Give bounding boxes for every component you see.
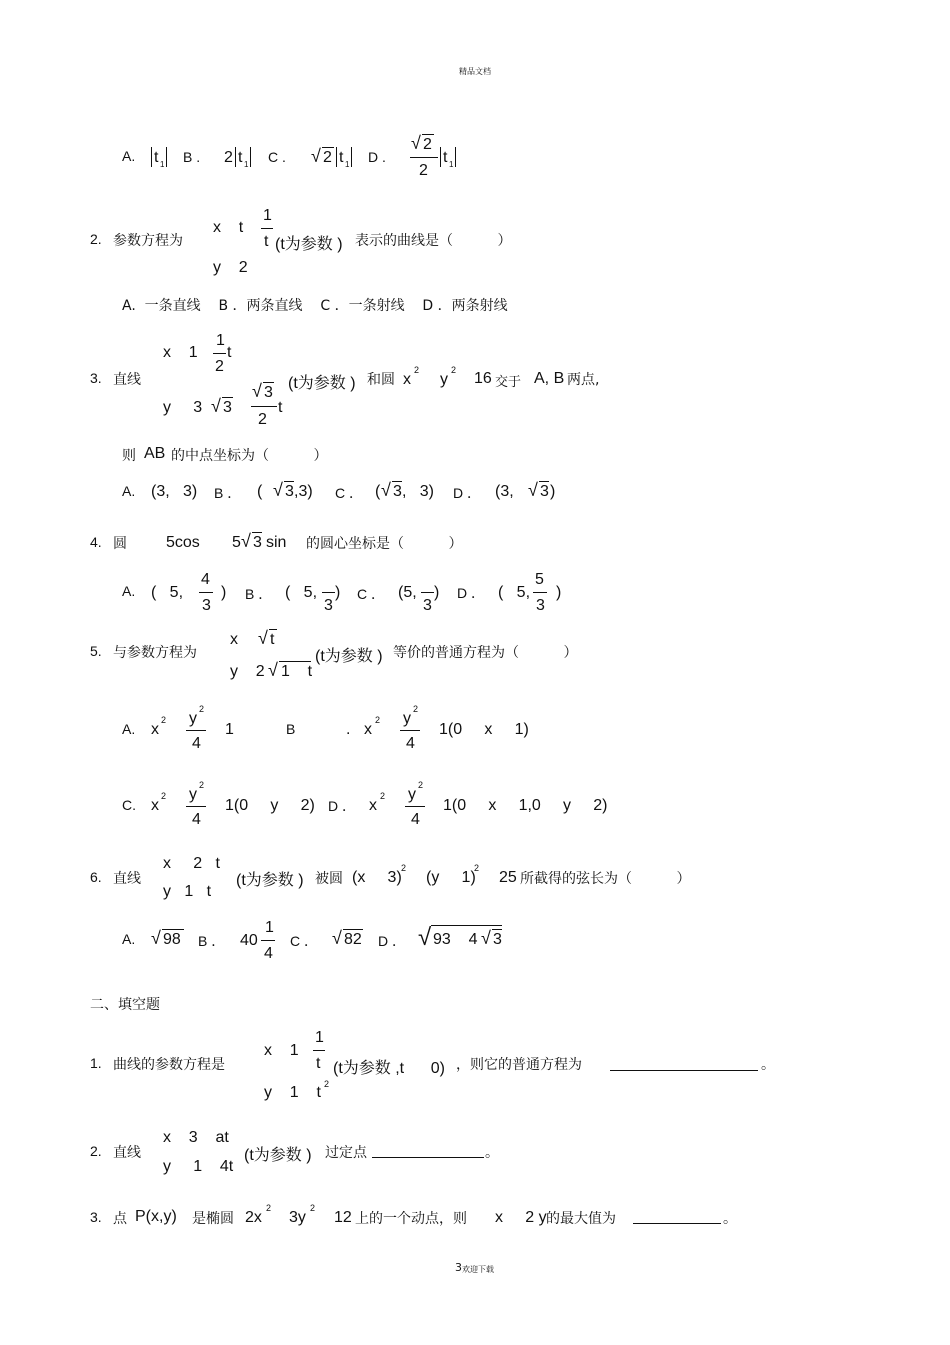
sqrt-sign: √ xyxy=(211,396,221,416)
math-text: x xyxy=(151,797,159,814)
math-text: 2x xyxy=(245,1209,262,1226)
option-value: 98 xyxy=(163,931,181,948)
math-text: 1 xyxy=(315,1029,324,1046)
question-text: 与参数方程为 xyxy=(113,645,197,661)
sqrt-sign: √ xyxy=(268,660,278,680)
option-value: 40 xyxy=(240,932,258,949)
question-text: 被圆 xyxy=(315,871,343,887)
question-number: 3. xyxy=(90,370,102,386)
math-text: 4 xyxy=(201,571,210,588)
math-text: 2 xyxy=(323,149,332,166)
math-text: (y 1) xyxy=(426,869,476,886)
option-value: 3 xyxy=(393,483,402,500)
option-value: ( xyxy=(257,483,263,500)
math-text: 4 xyxy=(264,945,273,962)
math-text: (t为参数 ) xyxy=(275,236,343,253)
sqrt-sign: √ xyxy=(381,480,391,500)
sqrt-sign: √ xyxy=(151,928,161,948)
option-label: C ． xyxy=(335,485,363,501)
page-footer: 欢迎下载 xyxy=(462,1265,494,1274)
math-text: x xyxy=(151,721,159,738)
option-value: 3 xyxy=(540,483,549,500)
subscript: 1 xyxy=(160,160,165,169)
option-value: ) xyxy=(434,584,440,601)
option-value: (3, xyxy=(495,483,514,500)
math-text: 1(0 x 1) xyxy=(439,721,529,738)
question-text: 圆 xyxy=(113,536,127,552)
sqrt-sign: √ xyxy=(332,928,342,948)
math-text: t xyxy=(278,399,283,416)
superscript: 2 xyxy=(451,365,457,375)
math-text: x 2 t xyxy=(163,855,220,872)
question-number: 5. xyxy=(90,643,102,659)
question-text: 表示的曲线是（ ） xyxy=(355,233,512,249)
math-text: t xyxy=(154,149,159,166)
superscript: 2 xyxy=(310,1203,316,1213)
option-label: D . xyxy=(368,149,386,165)
option-label: A. xyxy=(122,931,136,947)
option-label: D ． xyxy=(328,798,356,814)
sqrt-sign: √ xyxy=(273,480,283,500)
math-text: t xyxy=(264,233,269,250)
question-text: 交于 xyxy=(495,375,522,390)
math-text: 12 xyxy=(334,1209,352,1226)
question-text: 参数方程为 xyxy=(113,233,183,249)
question-text: 直线 xyxy=(113,372,141,388)
math-text: t xyxy=(270,631,275,648)
math-text: t xyxy=(316,1055,321,1072)
question-text: ，则它的普通方程为 xyxy=(456,1057,582,1073)
question-text: 则 xyxy=(122,448,136,464)
math-text: A, B xyxy=(534,370,565,387)
option-value: ( 5, xyxy=(151,584,184,601)
math-text: (t为参数 ) xyxy=(288,375,356,392)
math-text: (x 3) xyxy=(352,869,402,886)
question-text: 上的一个动点，则 xyxy=(355,1211,467,1227)
question-text: 直线 xyxy=(113,1145,141,1161)
option-value: 82 xyxy=(344,931,362,948)
option-value: ) xyxy=(556,584,562,601)
math-text: x 2 y xyxy=(495,1209,547,1226)
question-number: 2. xyxy=(90,1143,102,1159)
superscript: 2 xyxy=(414,365,420,375)
question-text: 直线 xyxy=(113,871,141,887)
option-value: (3, 3) xyxy=(151,483,198,500)
option-value: ) xyxy=(335,584,341,601)
sqrt-sign: √ xyxy=(252,381,262,401)
superscript: 2 xyxy=(418,780,424,790)
option-value: , 3) xyxy=(402,483,435,500)
option-value: 3 xyxy=(285,483,294,500)
math-text: t xyxy=(339,149,344,166)
question-text: 。 xyxy=(723,1211,737,1227)
superscript: 2 xyxy=(324,1079,330,1089)
question-text: 的圆心坐标是（ ） xyxy=(306,536,463,552)
option-value: ( 5, xyxy=(285,584,318,601)
answer-blank[interactable] xyxy=(633,1223,721,1224)
math-text: 5 xyxy=(535,571,544,588)
option-label: B xyxy=(286,721,296,737)
superscript: 2 xyxy=(380,791,386,801)
option-value: ) xyxy=(221,584,227,601)
question-text: 过定点 xyxy=(325,1145,367,1161)
sqrt-sign: √ xyxy=(481,928,491,948)
question-text: 是椭圆 xyxy=(192,1211,234,1227)
option-value: ( 5, xyxy=(498,584,531,601)
sqrt-sign: √ xyxy=(528,480,538,500)
math-text: AB xyxy=(144,445,166,462)
question-text: 和圆 xyxy=(367,372,395,388)
math-text: 4 xyxy=(192,811,201,828)
math-text: 1(0 x 1,0 y 2) xyxy=(443,797,608,814)
question-text: 点 xyxy=(113,1211,127,1227)
subscript: 1 xyxy=(345,160,350,169)
option-value: 93 4 xyxy=(433,931,478,948)
option-label: A. xyxy=(122,483,136,499)
option-label: C ． xyxy=(290,933,318,949)
math-text: y xyxy=(189,710,197,727)
option-label: B ． xyxy=(214,485,242,501)
math-text: 2 xyxy=(224,149,233,166)
math-text: P(x,y) xyxy=(135,1208,177,1225)
math-text: y 2 xyxy=(213,259,248,276)
math-text: y xyxy=(408,786,416,803)
option-label: B ． xyxy=(198,933,226,949)
math-text: 5 xyxy=(232,534,241,551)
math-text: 1 t xyxy=(281,663,313,680)
option-value: (5, xyxy=(398,584,417,601)
math-text: 1 xyxy=(216,332,225,349)
option-label: D ． xyxy=(453,485,481,501)
option-label: A. xyxy=(122,583,136,599)
superscript: 2 xyxy=(474,863,480,873)
option-value: 3 xyxy=(493,931,502,948)
question-text: 。 xyxy=(761,1057,775,1073)
question-number: 1. xyxy=(90,1055,102,1071)
math-text: x xyxy=(364,721,372,738)
superscript: 2 xyxy=(199,780,205,790)
sqrt-sign: √ xyxy=(418,924,432,951)
math-text: (t为参数 ) xyxy=(244,1147,312,1164)
math-text: 2 xyxy=(419,162,428,179)
options: A. 一条直线 B ．两条直线 C ．一条射线 D ．两条射线 xyxy=(122,298,508,314)
sqrt-sign: √ xyxy=(241,531,251,551)
question-text: 的中点坐标为（ ） xyxy=(171,448,328,464)
option-label: D ． xyxy=(457,585,485,601)
superscript: 2 xyxy=(266,1203,272,1213)
math-text: 3 xyxy=(423,597,432,614)
question-number: 3. xyxy=(90,1209,102,1225)
superscript: 2 xyxy=(375,715,381,725)
sqrt-sign: √ xyxy=(311,146,321,166)
question-text: 所截得的弦长为（ ） xyxy=(520,871,691,887)
math-text: 16 xyxy=(474,370,492,387)
math-text: sin xyxy=(266,534,287,551)
answer-blank[interactable] xyxy=(372,1157,484,1158)
answer-blank[interactable] xyxy=(610,1070,758,1071)
option-label: C. xyxy=(122,797,136,813)
math-text: 25 xyxy=(499,869,517,886)
sqrt-sign: √ xyxy=(258,628,268,648)
question-number: 4. xyxy=(90,534,102,550)
option-label: A. xyxy=(122,148,136,164)
math-text: (t为参数 ,t 0) xyxy=(333,1060,446,1077)
math-text: 1(0 y 2) xyxy=(225,797,315,814)
math-text: x 1 xyxy=(163,344,198,361)
math-text: 3 xyxy=(324,597,333,614)
option-label: D ． xyxy=(378,933,406,949)
page-number: 3 xyxy=(455,1261,462,1274)
math-text: . xyxy=(346,721,351,738)
math-text: 4 xyxy=(192,735,201,752)
math-text: x 3 at xyxy=(163,1129,229,1146)
sqrt-sign: √ xyxy=(411,133,421,153)
option-value: ( xyxy=(375,483,381,500)
math-text: t xyxy=(227,344,232,361)
math-text: x xyxy=(369,797,377,814)
superscript: 2 xyxy=(413,704,419,714)
math-text: 3 xyxy=(223,399,232,416)
math-text: 1 xyxy=(225,721,234,738)
math-text: y xyxy=(440,371,448,388)
math-text: 1 xyxy=(263,207,272,224)
math-text: y 1 t xyxy=(163,883,212,900)
math-text: 3 xyxy=(264,384,273,401)
math-text: 2 xyxy=(215,358,224,375)
option-label: C . xyxy=(268,149,286,165)
math-text: x 1 xyxy=(264,1042,299,1059)
question-number: 2. xyxy=(90,231,102,247)
superscript: 2 xyxy=(161,791,167,801)
section-title: 二、填空题 xyxy=(90,997,160,1013)
superscript: 2 xyxy=(401,863,407,873)
math-text: t xyxy=(443,149,448,166)
math-text: y xyxy=(403,710,411,727)
math-text: 3y xyxy=(289,1209,306,1226)
question-text: 两点, xyxy=(567,372,600,388)
math-text: 5cos xyxy=(166,534,200,551)
option-label: C ． xyxy=(357,586,385,602)
math-text: 2 xyxy=(423,136,432,153)
math-text: 4 xyxy=(411,811,420,828)
math-text: (t为参数 ) xyxy=(315,648,383,665)
subscript: 1 xyxy=(449,160,454,169)
math-text: (t为参数 ) xyxy=(236,872,304,889)
option-value: ,3) xyxy=(294,483,313,500)
math-text: y xyxy=(189,786,197,803)
math-text: 2 xyxy=(258,411,267,428)
math-text: y 2 xyxy=(230,663,265,680)
option-label: A. xyxy=(122,721,136,737)
math-text: y 3 xyxy=(163,399,203,416)
math-text: 1 xyxy=(265,919,274,936)
math-text: 3 xyxy=(536,597,545,614)
question-text: 。 xyxy=(485,1145,499,1161)
page-header: 精品文档 xyxy=(459,67,491,76)
math-text: y 1 t xyxy=(264,1084,321,1101)
superscript: 2 xyxy=(161,715,167,725)
option-label: B ． xyxy=(245,586,273,602)
question-text: 曲线的参数方程是 xyxy=(113,1057,225,1073)
math-text: x xyxy=(230,631,238,648)
math-text: 4 xyxy=(406,735,415,752)
math-text: 3 xyxy=(202,597,211,614)
question-text: 的最大值为 xyxy=(546,1211,616,1227)
question-text: 等价的普通方程为（ ） xyxy=(393,645,578,661)
question-number: 6. xyxy=(90,869,102,885)
math-text: x t xyxy=(213,219,244,236)
option-label: B . xyxy=(183,149,201,165)
math-text: y 1 4t xyxy=(163,1158,234,1175)
math-text: t xyxy=(238,149,243,166)
superscript: 2 xyxy=(199,704,205,714)
subscript: 1 xyxy=(244,160,249,169)
option-value: ) xyxy=(550,483,556,500)
math-text: x xyxy=(403,371,411,388)
math-text: 3 xyxy=(253,534,262,551)
